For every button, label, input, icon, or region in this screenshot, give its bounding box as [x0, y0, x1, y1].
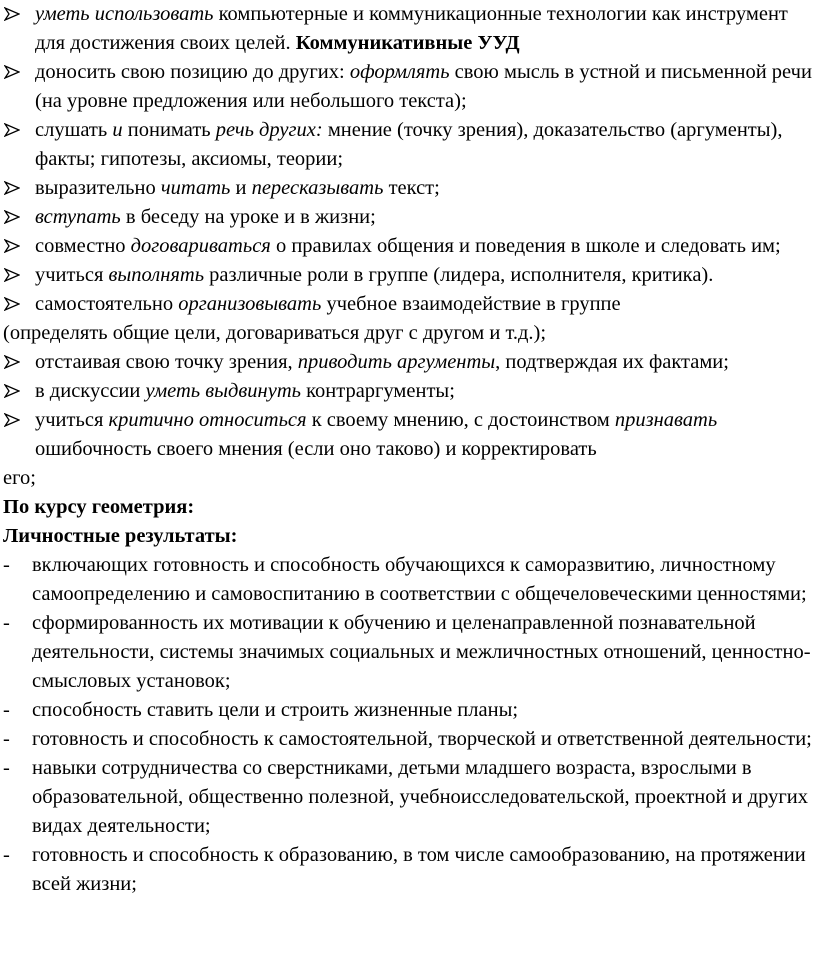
arrow-bullet-icon	[4, 384, 20, 398]
bullet-text-segment: Коммуникативные УУД	[295, 32, 520, 54]
dash-marker: -	[3, 612, 10, 634]
bullet-text-segment: оформлять	[349, 61, 450, 83]
bullet-text-segment: в дискуссии	[35, 380, 146, 402]
arrow-bullet-icon	[4, 7, 20, 21]
bullet-text-segment: и	[112, 119, 123, 141]
bullet-text-segment: контраргументы;	[300, 380, 455, 402]
bullet-item	[3, 116, 813, 174]
bullet-text-segment: договариваться	[130, 235, 271, 257]
result-text: готовность и способность к самостоятельной, творческой и ответственной деятельности;	[32, 728, 812, 750]
bullet-text-segment: признавать	[614, 409, 718, 431]
arrow-bullet-icon	[4, 355, 20, 369]
bullet-text-segment: учиться	[35, 409, 109, 431]
bullet-item	[3, 290, 813, 319]
bullet-text-segment: читать	[160, 177, 231, 199]
bullet-text-segment: речь других:	[215, 119, 323, 141]
bullet-text-segment: различные роли в группе (лидера, исполнителя, критика).	[204, 264, 714, 286]
dash-marker: -	[3, 757, 10, 779]
course-heading: По курсу геометрия:	[3, 496, 195, 518]
result-text: сформированность их мотивации к обучению и целенаправленной познавательной деятельности, системы значимых социальных и межличностных отношений, ценностно-смысловых установок;	[32, 612, 811, 692]
bullet-text-segment: организовывать	[178, 293, 322, 315]
arrow-bullet-icon	[4, 239, 20, 253]
bullet-continuation-line: (определять общие цели, договариваться друг с другом и т.д.);	[3, 322, 547, 344]
bullet-item	[3, 261, 813, 290]
result-item	[3, 725, 813, 754]
bullet-text-segment: приводить аргументы	[297, 351, 496, 373]
bullet-text-segment: самостоятельно	[35, 293, 179, 315]
bullet-text-segment: свою мысль в устной и письменной речи (на уровне предложения или небольшого текста);	[35, 61, 812, 112]
bullet-text-segment: к своему мнению, с достоинством	[306, 409, 615, 431]
personal-results-list	[3, 551, 813, 899]
bullet-text-segment: и	[230, 177, 252, 199]
bullet-text-segment: понимать	[122, 119, 216, 141]
bullet-text-segment: критично относиться	[108, 409, 307, 431]
bullet-text-segment: учебное взаимодействие в группе	[321, 293, 621, 315]
bullet-text-segment: вступать	[35, 206, 121, 228]
bullet-text-segment: компьютерные и коммуникационные технологии как инструмент для достижения своих целей.	[35, 3, 788, 54]
bullet-item	[3, 232, 813, 261]
bullet-item	[3, 174, 813, 203]
bullet-text-segment: выполнять	[108, 264, 205, 286]
bullet-text-segment: доносить свою позицию до других:	[35, 61, 350, 83]
bullet-item	[3, 0, 813, 58]
bullet-text-segment: слушать	[35, 119, 113, 141]
bullet-text-segment: отстаивая свою точку зрения,	[35, 351, 298, 373]
bullet-text-segment: пересказывать	[251, 177, 384, 199]
dash-marker: -	[3, 728, 10, 750]
bullet-text-segment: в беседу на уроке и в жизни;	[120, 206, 376, 228]
bullet-text-segment: ошибочность своего мнения (если оно таково) и корректировать	[35, 438, 597, 460]
bullet-text-segment: совместно	[35, 235, 131, 257]
result-item	[3, 551, 813, 609]
bullet-item	[3, 377, 813, 406]
arrow-bullet-icon	[4, 297, 20, 311]
result-item	[3, 696, 813, 725]
dash-marker: -	[3, 554, 10, 576]
bullet-text-segment: учиться	[35, 264, 109, 286]
dash-marker: -	[3, 699, 10, 721]
dash-marker: -	[3, 844, 10, 866]
bullet-item	[3, 348, 813, 377]
arrow-bullet-icon	[4, 123, 20, 137]
result-text: включающих готовность и способность обучающихся к саморазвитию, личностному самоопределению и самовоспитанию в соответствии с общечеловеческими ценностями;	[32, 554, 807, 605]
document-page	[3, 0, 813, 899]
bullet-text-segment: мнение (точку зрения), доказательство (аргументы), факты; гипотезы, аксиомы, теории;	[35, 119, 783, 170]
result-item	[3, 754, 813, 841]
personal-results-heading: Личностные результаты:	[3, 525, 238, 547]
bullet-text-segment: о правилах общения и поведения в школе и следовать им;	[270, 235, 781, 257]
bullet-continuation-line: его;	[3, 467, 36, 489]
bullet-text-segment: уметь выдвинуть	[145, 380, 301, 402]
arrow-bullet-icon	[4, 181, 20, 195]
communicative-list	[3, 0, 813, 319]
communicative-list-continued	[3, 348, 813, 464]
bullet-text-segment: , подтверждая их фактами;	[495, 351, 729, 373]
bullet-text-segment: уметь использовать	[35, 3, 214, 25]
result-text: навыки сотрудничества со сверстниками, детьми младшего возраста, взрослыми в образовательной, общественно полезной, учебноисследовательской, проектной и других видах деятельности;	[32, 757, 808, 837]
result-text: способность ставить цели и строить жизненные планы;	[32, 699, 519, 721]
arrow-bullet-icon	[4, 268, 20, 282]
bullet-item	[3, 203, 813, 232]
bullet-text-segment: текст;	[383, 177, 440, 199]
arrow-bullet-icon	[4, 210, 20, 224]
bullet-text-segment: выразительно	[35, 177, 161, 199]
arrow-bullet-icon	[4, 413, 20, 427]
result-text: готовность и способность к образованию, в том числе самообразованию, на протяжении всей жизни;	[32, 844, 806, 895]
bullet-item	[3, 406, 813, 464]
result-item	[3, 841, 813, 899]
result-item	[3, 609, 813, 696]
bullet-item	[3, 58, 813, 116]
arrow-bullet-icon	[4, 65, 20, 79]
